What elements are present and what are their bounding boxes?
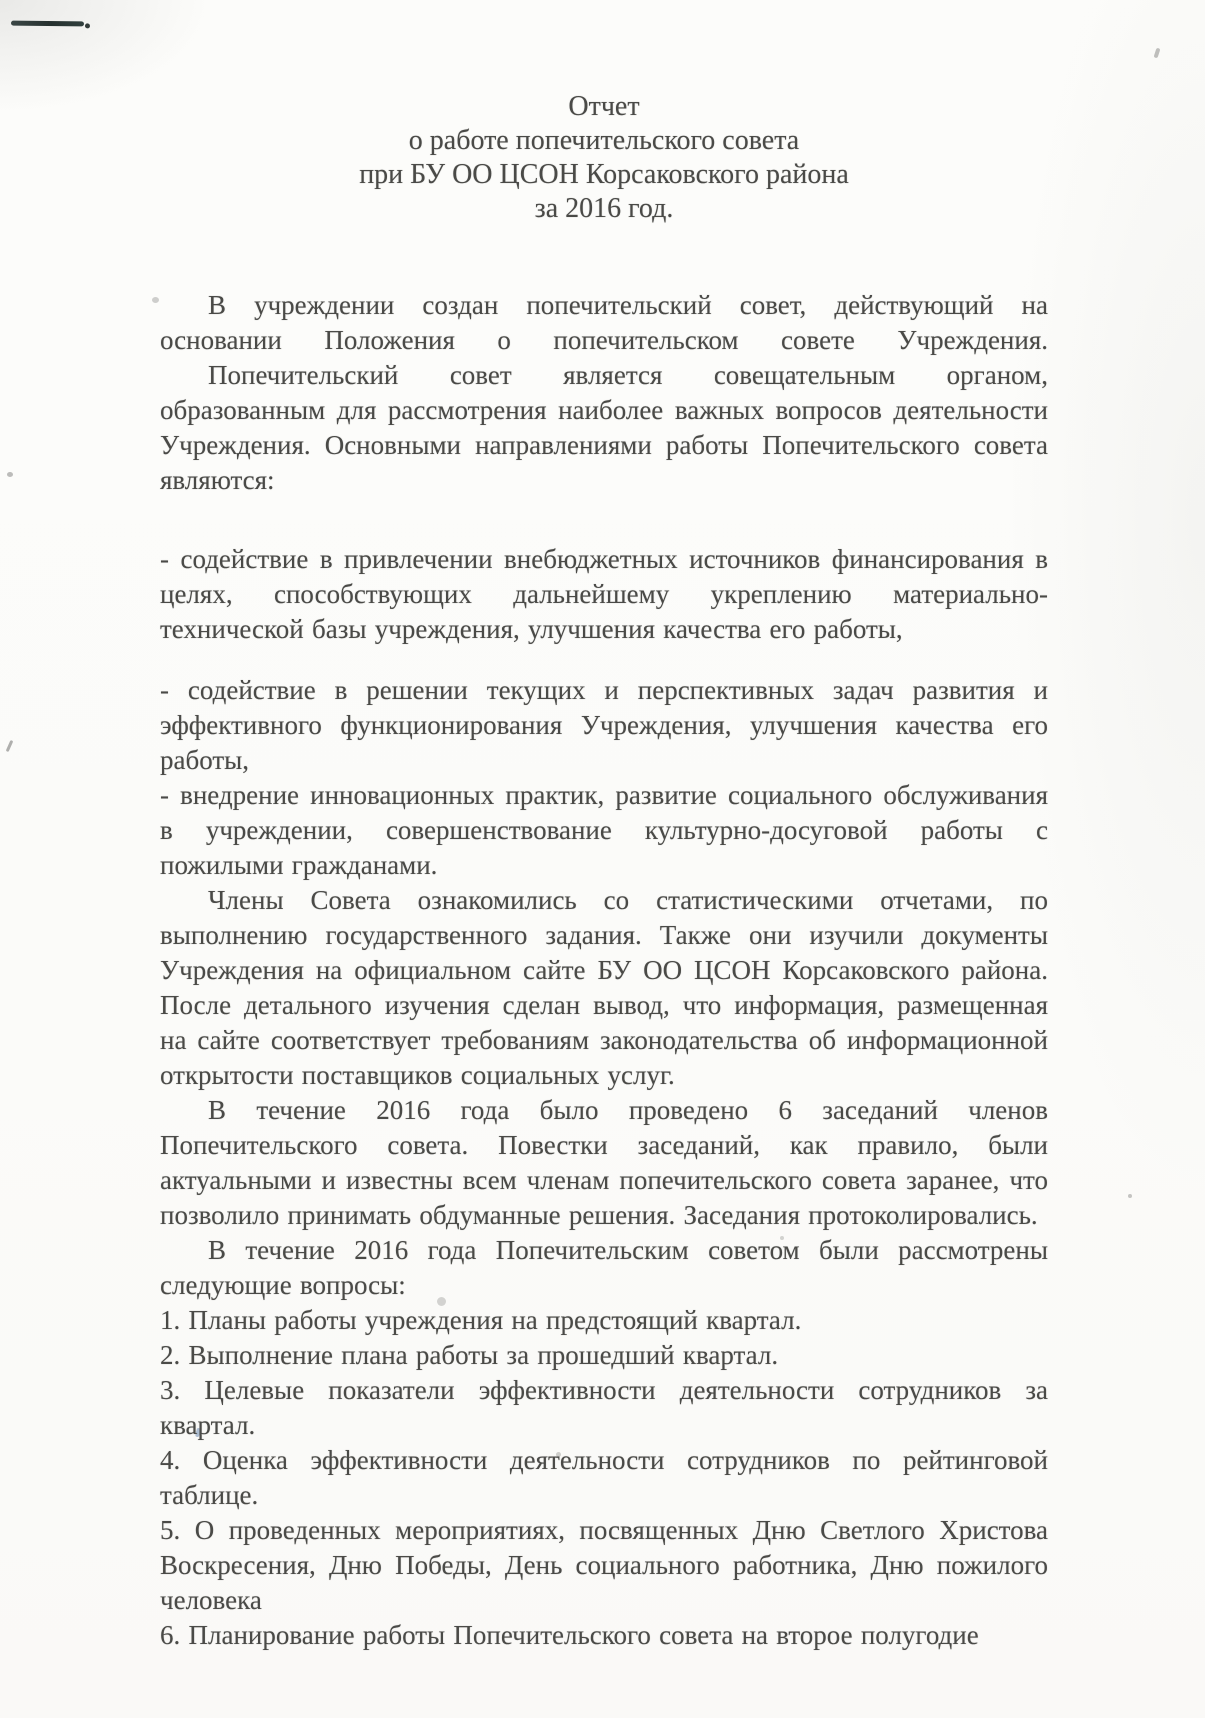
paragraph: В учреждении создан попечительский совет, действующий на основании Положения о попечительском совете Учреждения.: [160, 290, 1048, 355]
document-title: [160, 90, 1048, 226]
scan-artifact-pen-line: [11, 21, 84, 27]
title-line: о работе попечительского совета: [408, 125, 800, 156]
scan-speck: [6, 740, 14, 752]
title-line: за 2016 год.: [534, 193, 674, 224]
paragraph: 1. Планы работы учреждения на предстоящий квартал.: [160, 1305, 802, 1335]
paragraph: Попечительский совет является совещательным органом, образованным для рассмотрения наиболее важных вопросов деятельности Учреждения. Основными направлениями работы Попечительского совета являются:: [160, 360, 1048, 495]
paragraph: В течение 2016 года было проведено 6 заседаний членов Попечительского совета. Повестки заседаний, как правило, были актуальными и известны всем членам попечительского совета заранее, что позволило принимать обдуманные решения. Заседания протоколировались.: [160, 1095, 1048, 1230]
paragraph: 3. Целевые показатели эффективности деятельности сотрудников за квартал.: [160, 1375, 1048, 1440]
paragraph: В течение 2016 года Попечительским советом были рассмотрены следующие вопросы:: [160, 1235, 1048, 1300]
title-line: при БУ ОО ЦСОН Корсаковского района: [359, 159, 849, 190]
paragraph: 4. Оценка эффективности деятельности сотрудников по рейтинговой таблице.: [160, 1445, 1048, 1510]
scan-speck: [1128, 1194, 1132, 1198]
paragraph: Члены Совета ознакомились со статистическими отчетами, по выполнению государственного задания. Также они изучили документы Учреждения на официальном сайте БУ ОО ЦСОН Корсаковского района. После детального изучения сделан вывод, что информация, размещенная на сайте соответствует требованиям законодательства об информационной открытости поставщиков социальных услуг.: [160, 885, 1048, 1090]
paragraph: 5. О проведенных мероприятиях, посвященных Дню Светлого Христова Воскресения, Дню Победы, День социального работника, Дню пожилого человека: [160, 1515, 1048, 1615]
title-line: Отчет: [568, 91, 640, 122]
scan-speck: [7, 472, 13, 477]
paragraph: - внедрение инновационных практик, развитие социального обслуживания в учреждении, совершенствование культурно-досуговой работы с пожилыми гражданами.: [160, 780, 1048, 880]
document-body: [160, 288, 1048, 1653]
paragraph: - содействие в решении текущих и перспективных задач развития и эффективного функционирования Учреждения, улучшения качества его работы,: [160, 675, 1048, 775]
scan-speck: [152, 297, 159, 303]
paragraph: 2. Выполнение плана работы за прошедший квартал.: [160, 1340, 779, 1370]
scan-speck: [1154, 48, 1161, 59]
paragraph: - содействие в привлечении внебюджетных источников финансирования в целях, способствующих дальнейшему укреплению материально-технической базы учреждения, улучшения качества его работы,: [160, 544, 1048, 644]
paragraph: 6. Планирование работы Попечительского совета на второе полугодие: [160, 1620, 979, 1650]
